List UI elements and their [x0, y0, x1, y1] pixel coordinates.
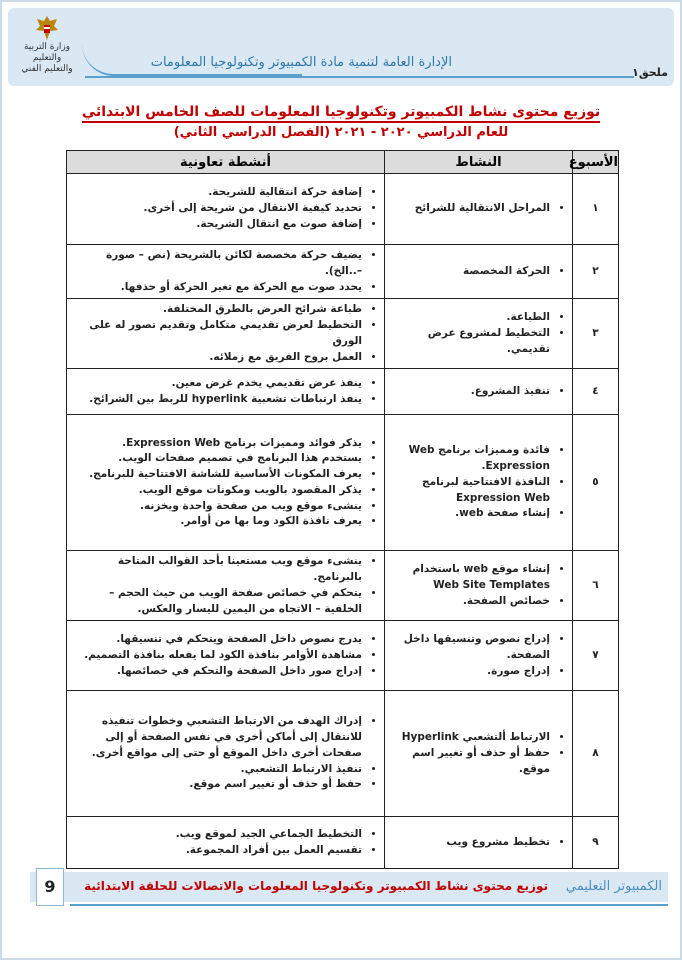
list-item: • المراحل الانتقالية للشرائح	[391, 201, 550, 217]
cooperative-cell	[67, 551, 385, 621]
cooperative-cell	[67, 415, 385, 551]
week-cell: ٣	[573, 299, 619, 369]
list-item: • تقسيم العمل بين أفراد المجموعة.	[73, 843, 362, 859]
page-number: 9	[44, 877, 56, 896]
list-item: • تحديد كيفية الانتقال من شريحة إلى أخرى.	[73, 201, 362, 217]
list-item: • يعرف نافذة الكود وما بها من أوامر.	[73, 514, 362, 530]
list-item: • التخطيط لعرض تقديمي متكامل وتقديم تصور له على الورق	[73, 318, 362, 350]
table-row	[67, 299, 619, 369]
distribution-table	[66, 150, 619, 869]
list-item: • يتحكم في خصائص صفحة الويب من حيث الحجم – الخلفية – الاتجاه من اليمين لليسار والعكس.	[73, 586, 362, 618]
week-cell: ٧	[573, 621, 619, 691]
list-item: • إضافة صوت مع انتقال الشريحة.	[73, 217, 362, 233]
activity-cell	[385, 245, 573, 299]
list-item: • تنفيذ المشروع.	[391, 384, 550, 400]
footer-text: توزيع محتوى نشاط الكمبيوتر وتكنولوجيا المعلومات والاتصالات للحلقة الابتدائية	[84, 879, 548, 893]
list-item: • يحدد صوت مع الحركة مع تغير الحركة أو حذفها.	[73, 280, 362, 296]
list-item: • التخطيط لمشروع عرض تقديمي.	[391, 326, 550, 358]
cooperative-cell	[67, 174, 385, 245]
cooperative-cell	[67, 245, 385, 299]
list-item: • يعرف المكونات الأساسية للشاشة الافتتاحية للبرنامج.	[73, 467, 362, 483]
activity-cell	[385, 551, 573, 621]
header-cooperative: أنشطة تعاونية	[67, 151, 385, 174]
activity-cell	[385, 299, 573, 369]
list-item: • تنفيذ الارتباط التشعبي.	[73, 762, 362, 778]
list-item: • التخطيط الجماعي الجيد لموقع ويب.	[73, 827, 362, 843]
list-item: • حفظ أو حذف أو تغيير اسم موقع.	[391, 746, 550, 778]
list-item: • إنشاء موقع web باستخدام Web Site Templates	[391, 562, 550, 594]
cooperative-cell	[67, 817, 385, 869]
table-row	[67, 551, 619, 621]
list-item: • إدراج صورة.	[391, 664, 550, 680]
list-item: • إضافة حركة انتقالية للشريحة.	[73, 185, 362, 201]
logo-text-1: وزارة التربية والتعليم	[23, 42, 71, 63]
list-item: • يضيف حركة مخصصة لكائن بالشريحة (نص – صورة –..الخ).	[73, 248, 362, 280]
list-item: • ينشىء موقع ويب من صفحة واحدة ويخزنه.	[73, 499, 362, 515]
eagle-emblem-icon	[34, 14, 60, 42]
week-cell: ١	[573, 174, 619, 245]
activity-cell	[385, 369, 573, 415]
activity-cell	[385, 415, 573, 551]
table-row	[67, 415, 619, 551]
list-item: • طباعة شرائح العرض بالطرق المختلفة.	[73, 302, 362, 318]
activity-cell	[385, 817, 573, 869]
cooperative-cell	[67, 621, 385, 691]
table-row	[67, 621, 619, 691]
list-item: • تخطيط مشروع ويب	[391, 835, 550, 851]
list-item: • يذكر المقصود بالويب ومكونات موقع الويب.	[73, 483, 362, 499]
table-row	[67, 369, 619, 415]
list-item: • يستخدم هذا البرنامج في تصميم صفحات الويب.	[73, 451, 362, 467]
list-item: • فائدة ومميزات برنامج Web Expression.	[391, 443, 550, 475]
header-title: الإدارة العامة لتنمية مادة الكمبيوتر وتكنولوجيا المعلومات	[150, 55, 452, 70]
cooperative-cell	[67, 299, 385, 369]
list-item: • النافذة الافتتاحية لبرنامج Expression Web	[391, 475, 550, 507]
list-item: • ينفذ ارتباطات تشعبية hyperlink للربط بين الشرائح.	[73, 392, 362, 408]
header-week: الأسبوع	[573, 151, 619, 174]
ministry-logo	[12, 14, 82, 86]
week-cell: ٥	[573, 415, 619, 551]
week-cell: ٢	[573, 245, 619, 299]
table-row	[67, 691, 619, 817]
footer-line	[70, 904, 668, 906]
list-item: • مشاهدة الأوامر بنافذة الكود لما يفعله بنافذة التصميم.	[73, 648, 362, 664]
week-cell: ٨	[573, 691, 619, 817]
document-subtitle: للعام الدراسي ٢٠٢٠ - ٢٠٢١ (الفصل الدراسي الثاني)	[173, 125, 509, 140]
list-item: • إدراج صور داخل الصفحة والتحكم في خصائصها.	[73, 664, 362, 680]
header-activity: النشاط	[385, 151, 573, 174]
table-row	[67, 817, 619, 869]
list-item: • إدراك الهدف من الارتباط التشعبي وخطوات تنفيذه للانتقال إلى أماكن أخرى في نفس الصفحة أو إلى صفحات أخرى داخل الموقع أو حتى إلى مواقع أخرى.	[73, 714, 362, 761]
footer-label: الكمبيوتر التعليمي	[565, 879, 662, 894]
logo-text-2: والتعليم الفني	[21, 64, 73, 74]
list-item: • يدرج نصوص داخل الصفحة ويتحكم في تنسيقها.	[73, 632, 362, 648]
activity-cell	[385, 621, 573, 691]
list-item: • حفظ أو حذف أو تغيير اسم موقع.	[73, 777, 362, 793]
week-cell: ٩	[573, 817, 619, 869]
list-item: • الطباعة.	[391, 310, 550, 326]
list-item: • الحركة المخصصة	[391, 264, 550, 280]
annex-label: ملحق١	[632, 66, 668, 79]
table-row	[67, 245, 619, 299]
page-number-box	[36, 868, 64, 906]
cooperative-cell	[67, 369, 385, 415]
week-cell: ٦	[573, 551, 619, 621]
list-item: • العمل بروح الفريق مع زملائه.	[73, 350, 362, 366]
table-header-row	[67, 151, 619, 174]
list-item: • يذكر فوائد ومميزات برنامج Expression Web.	[73, 436, 362, 452]
table-row	[67, 174, 619, 245]
cooperative-cell	[67, 691, 385, 817]
activity-cell	[385, 174, 573, 245]
list-item: • إدراج نصوص وتنسيقها داخل الصفحة.	[391, 632, 550, 664]
list-item: • ينشىء موقع ويب مستعينا بأحد القوالب المتاحة بالبرنامج.	[73, 554, 362, 586]
header-line	[85, 76, 634, 78]
list-item: • ينفذ عرض تقديمي يخدم غرض معين.	[73, 376, 362, 392]
list-item: • إنشاء صفحة web.	[391, 506, 550, 522]
activity-cell	[385, 691, 573, 817]
week-cell: ٤	[573, 369, 619, 415]
document-title-text: توزيع محتوى نشاط الكمبيوتر وتكنولوجيا المعلومات للصف الخامس الابتدائي	[82, 104, 600, 123]
list-item: • خصائص الصفحة.	[391, 594, 550, 610]
list-item: • الارتباط ألتشعبي Hyperlink	[391, 730, 550, 746]
document-title	[0, 104, 682, 120]
